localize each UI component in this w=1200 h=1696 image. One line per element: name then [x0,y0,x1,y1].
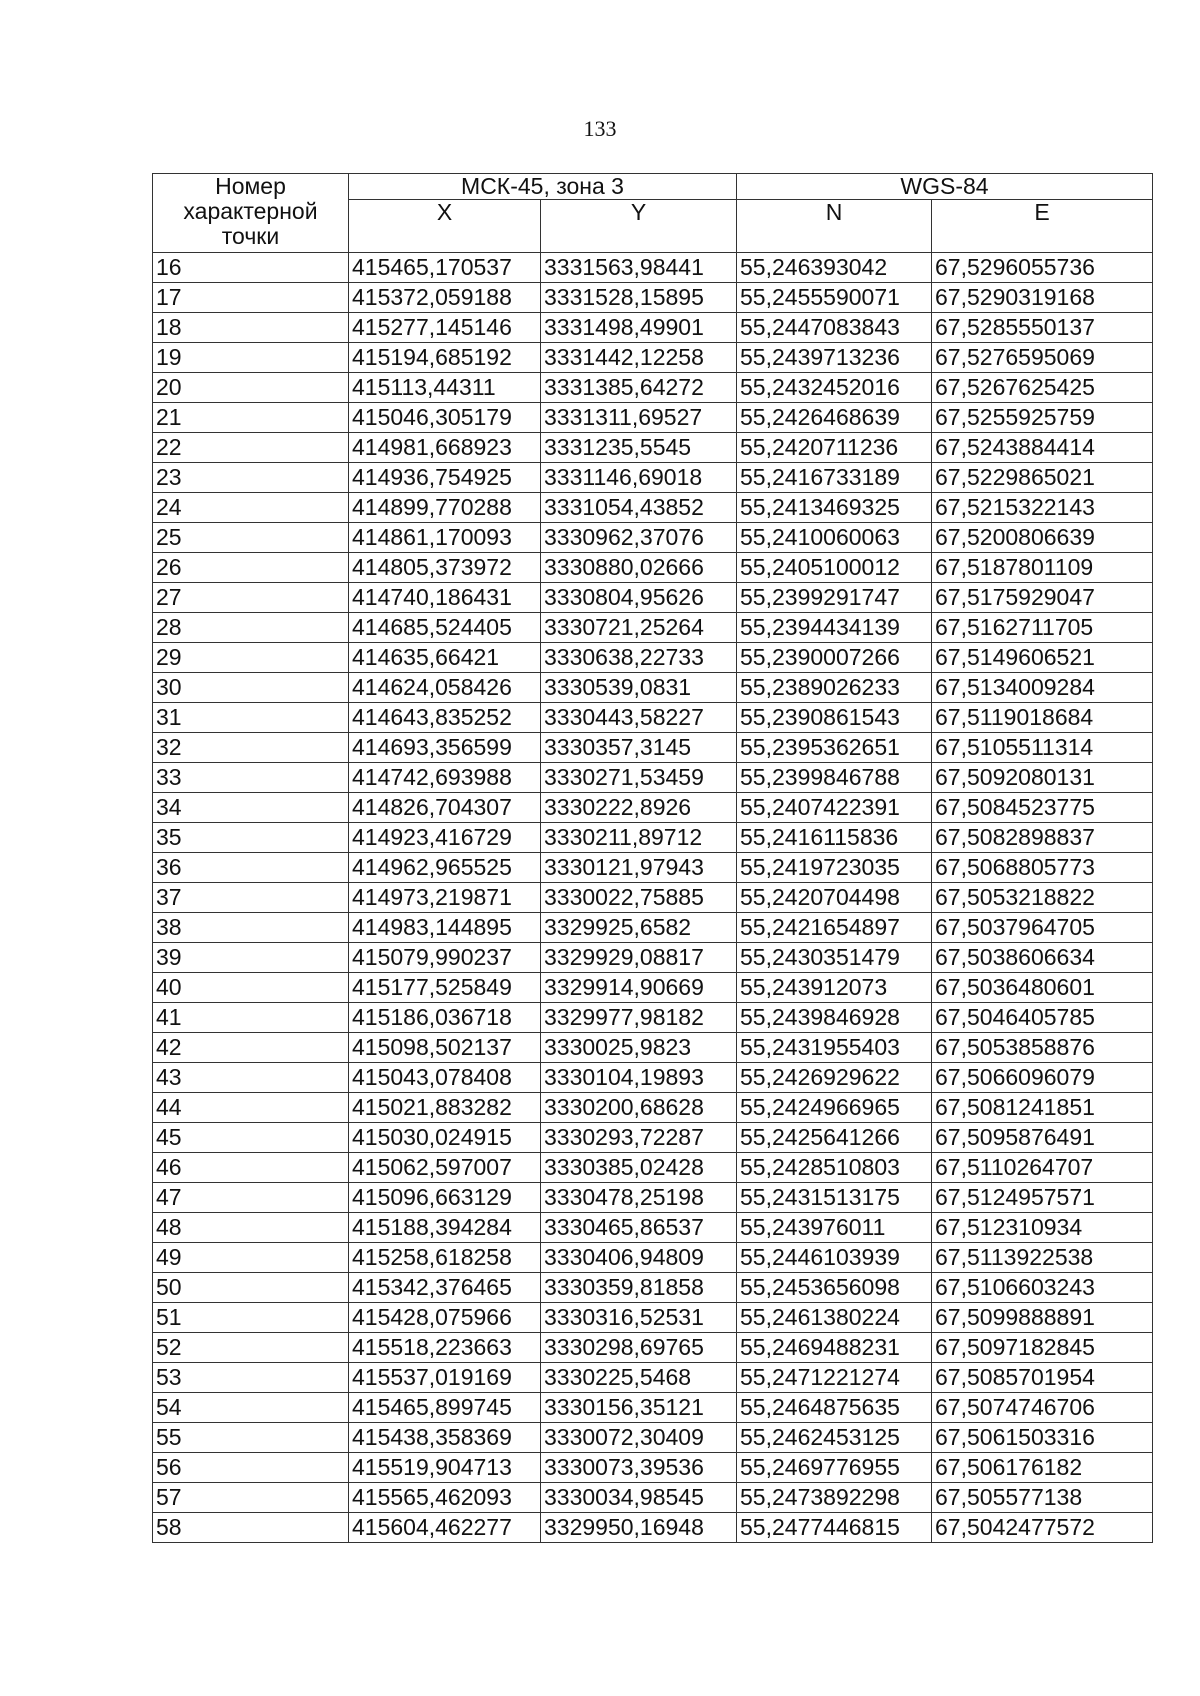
cell-e: 67,5061503316 [932,1423,1153,1453]
table-row [153,1273,1153,1303]
cell-point-number: 26 [153,553,349,583]
cell-e: 67,5053218822 [932,883,1153,913]
cell-point-number: 22 [153,433,349,463]
cell-n: 55,2431513175 [737,1183,932,1213]
cell-y: 3330316,52531 [541,1303,737,1333]
cell-point-number: 32 [153,733,349,763]
cell-y: 3330721,25264 [541,613,737,643]
cell-point-number: 50 [153,1273,349,1303]
cell-e: 67,5106603243 [932,1273,1153,1303]
cell-x: 414983,144895 [349,913,541,943]
table-row [153,793,1153,823]
cell-x: 415188,394284 [349,1213,541,1243]
cell-e: 67,505577138 [932,1483,1153,1513]
cell-point-number: 27 [153,583,349,613]
table-row [153,1003,1153,1033]
table-row [153,823,1153,853]
cell-y: 3329977,98182 [541,1003,737,1033]
cell-n: 55,2390007266 [737,643,932,673]
cell-x: 415258,618258 [349,1243,541,1273]
cell-y: 3330073,39536 [541,1453,737,1483]
cell-x: 415046,305179 [349,403,541,433]
cell-point-number: 56 [153,1453,349,1483]
header-msk-group: МСК-45, зона 3 [349,174,737,200]
cell-y: 3330034,98545 [541,1483,737,1513]
cell-e: 67,5046405785 [932,1003,1153,1033]
cell-y: 3330406,94809 [541,1243,737,1273]
table-row [153,1363,1153,1393]
cell-x: 415186,036718 [349,1003,541,1033]
cell-y: 3330539,0831 [541,673,737,703]
cell-y: 3330359,81858 [541,1273,737,1303]
table-row [153,1513,1153,1543]
cell-x: 415021,883282 [349,1093,541,1123]
table-row [153,433,1153,463]
cell-y: 3330104,19893 [541,1063,737,1093]
cell-n: 55,2464875635 [737,1393,932,1423]
cell-x: 415342,376465 [349,1273,541,1303]
cell-n: 55,2462453125 [737,1423,932,1453]
cell-x: 414805,373972 [349,553,541,583]
cell-e: 67,5296055736 [932,253,1153,283]
cell-y: 3330804,95626 [541,583,737,613]
cell-x: 414693,356599 [349,733,541,763]
cell-n: 55,2419723035 [737,853,932,883]
cell-y: 3330121,97943 [541,853,737,883]
table-row [153,343,1153,373]
cell-y: 3330385,02428 [541,1153,737,1183]
cell-y: 3330222,8926 [541,793,737,823]
coordinates-table [152,173,1153,1543]
cell-n: 55,2405100012 [737,553,932,583]
cell-e: 67,5074746706 [932,1393,1153,1423]
table-row [153,253,1153,283]
cell-y: 3330298,69765 [541,1333,737,1363]
cell-y: 3330443,58227 [541,703,737,733]
cell-point-number: 24 [153,493,349,523]
cell-n: 55,2416115836 [737,823,932,853]
cell-n: 55,2447083843 [737,313,932,343]
cell-y: 3330200,68628 [541,1093,737,1123]
cell-x: 415438,358369 [349,1423,541,1453]
cell-point-number: 57 [153,1483,349,1513]
cell-x: 415177,525849 [349,973,541,1003]
table-row [153,1393,1153,1423]
cell-n: 55,2413469325 [737,493,932,523]
cell-e: 67,5134009284 [932,673,1153,703]
cell-x: 415079,990237 [349,943,541,973]
cell-e: 67,5105511314 [932,733,1153,763]
cell-n: 55,243912073 [737,973,932,1003]
cell-point-number: 20 [153,373,349,403]
cell-point-number: 45 [153,1123,349,1153]
cell-n: 55,2389026233 [737,673,932,703]
cell-y: 3331563,98441 [541,253,737,283]
cell-n: 55,2425641266 [737,1123,932,1153]
page-number: 133 [583,116,617,141]
cell-n: 55,2473892298 [737,1483,932,1513]
cell-e: 67,5082898837 [932,823,1153,853]
cell-n: 55,2399846788 [737,763,932,793]
cell-n: 55,2471221274 [737,1363,932,1393]
cell-point-number: 18 [153,313,349,343]
cell-n: 55,2432452016 [737,373,932,403]
table-row [153,373,1153,403]
cell-point-number: 36 [153,853,349,883]
cell-y: 3330022,75885 [541,883,737,913]
cell-e: 67,5068805773 [932,853,1153,883]
cell-x: 414923,416729 [349,823,541,853]
cell-x: 415113,44311 [349,373,541,403]
cell-point-number: 25 [153,523,349,553]
cell-y: 3329925,6582 [541,913,737,943]
cell-x: 415604,462277 [349,1513,541,1543]
cell-y: 3331146,69018 [541,463,737,493]
cell-x: 414742,693988 [349,763,541,793]
cell-e: 67,5066096079 [932,1063,1153,1093]
cell-e: 67,5084523775 [932,793,1153,823]
cell-x: 414740,186431 [349,583,541,613]
cell-y: 3331054,43852 [541,493,737,523]
cell-y: 3331311,69527 [541,403,737,433]
cell-e: 67,5036480601 [932,973,1153,1003]
table-body [153,253,1153,1543]
cell-x: 415277,145146 [349,313,541,343]
table-row [153,1183,1153,1213]
header-wgs-group: WGS-84 [737,174,1153,200]
table-row [153,1423,1153,1453]
cell-n: 55,2446103939 [737,1243,932,1273]
cell-point-number: 52 [153,1333,349,1363]
cell-x: 415428,075966 [349,1303,541,1333]
cell-x: 414624,058426 [349,673,541,703]
cell-e: 67,5285550137 [932,313,1153,343]
cell-x: 415465,170537 [349,253,541,283]
table-row [153,463,1153,493]
cell-point-number: 28 [153,613,349,643]
cell-x: 415518,223663 [349,1333,541,1363]
cell-point-number: 21 [153,403,349,433]
cell-y: 3330072,30409 [541,1423,737,1453]
table-row [153,1093,1153,1123]
cell-point-number: 42 [153,1033,349,1063]
cell-n: 55,2390861543 [737,703,932,733]
cell-n: 55,2439846928 [737,1003,932,1033]
cell-y: 3330271,53459 [541,763,737,793]
cell-e: 67,5053858876 [932,1033,1153,1063]
cell-n: 55,2420711236 [737,433,932,463]
cell-e: 67,5092080131 [932,763,1153,793]
cell-e: 67,5255925759 [932,403,1153,433]
cell-e: 67,5081241851 [932,1093,1153,1123]
cell-e: 67,5175929047 [932,583,1153,613]
cell-n: 55,2407422391 [737,793,932,823]
cell-point-number: 38 [153,913,349,943]
cell-n: 55,2395362651 [737,733,932,763]
cell-n: 55,2426468639 [737,403,932,433]
cell-e: 67,5187801109 [932,553,1153,583]
table-row [153,913,1153,943]
cell-n: 55,2416733189 [737,463,932,493]
table-row [153,1153,1153,1183]
cell-y: 3331385,64272 [541,373,737,403]
cell-e: 67,5276595069 [932,343,1153,373]
cell-x: 414635,66421 [349,643,541,673]
table-row [153,733,1153,763]
cell-y: 3330962,37076 [541,523,737,553]
cell-x: 415465,899745 [349,1393,541,1423]
cell-e: 67,5124957571 [932,1183,1153,1213]
table-row [153,1483,1153,1513]
cell-e: 67,5215322143 [932,493,1153,523]
table-row [153,1123,1153,1153]
table-row [153,703,1153,733]
cell-x: 414685,524405 [349,613,541,643]
cell-e: 67,5200806639 [932,523,1153,553]
table-row [153,493,1153,523]
cell-point-number: 43 [153,1063,349,1093]
cell-x: 415062,597007 [349,1153,541,1183]
cell-y: 3330880,02666 [541,553,737,583]
cell-point-number: 29 [153,643,349,673]
cell-x: 414936,754925 [349,463,541,493]
cell-n: 55,2453656098 [737,1273,932,1303]
cell-n: 55,2424966965 [737,1093,932,1123]
cell-n: 55,2428510803 [737,1153,932,1183]
cell-e: 67,5085701954 [932,1363,1153,1393]
cell-x: 414826,704307 [349,793,541,823]
cell-e: 67,506176182 [932,1453,1153,1483]
cell-x: 415030,024915 [349,1123,541,1153]
table-row [153,613,1153,643]
cell-point-number: 48 [153,1213,349,1243]
cell-point-number: 54 [153,1393,349,1423]
cell-x: 414981,668923 [349,433,541,463]
table-header [153,174,1153,253]
cell-point-number: 17 [153,283,349,313]
cell-e: 67,5110264707 [932,1153,1153,1183]
cell-x: 415519,904713 [349,1453,541,1483]
table-row [153,673,1153,703]
table-row [153,883,1153,913]
cell-n: 55,2420704498 [737,883,932,913]
table-row [153,853,1153,883]
table-row [153,943,1153,973]
cell-point-number: 55 [153,1423,349,1453]
table-row [153,1303,1153,1333]
cell-x: 415372,059188 [349,283,541,313]
cell-x: 414643,835252 [349,703,541,733]
table-row [153,643,1153,673]
cell-n: 55,2477446815 [737,1513,932,1543]
cell-e: 67,512310934 [932,1213,1153,1243]
table-row [153,283,1153,313]
cell-point-number: 34 [153,793,349,823]
cell-point-number: 58 [153,1513,349,1543]
cell-y: 3329914,90669 [541,973,737,1003]
table-row [153,523,1153,553]
cell-x: 415194,685192 [349,343,541,373]
cell-n: 55,246393042 [737,253,932,283]
cell-point-number: 19 [153,343,349,373]
cell-n: 55,2461380224 [737,1303,932,1333]
cell-y: 3330225,5468 [541,1363,737,1393]
cell-point-number: 49 [153,1243,349,1273]
table-row [153,1453,1153,1483]
cell-point-number: 40 [153,973,349,1003]
cell-e: 67,5097182845 [932,1333,1153,1363]
cell-y: 3331528,15895 [541,283,737,313]
cell-e: 67,5243884414 [932,433,1153,463]
cell-y: 3329950,16948 [541,1513,737,1543]
cell-point-number: 30 [153,673,349,703]
cell-n: 55,2469776955 [737,1453,932,1483]
cell-y: 3330211,89712 [541,823,737,853]
header-n: N [737,200,932,253]
cell-n: 55,2455590071 [737,283,932,313]
cell-y: 3330638,22733 [541,643,737,673]
cell-n: 55,2399291747 [737,583,932,613]
cell-point-number: 37 [153,883,349,913]
header-e: E [932,200,1153,253]
header-row-groups [153,174,1153,200]
cell-x: 415096,663129 [349,1183,541,1213]
cell-e: 67,5290319168 [932,283,1153,313]
cell-y: 3330357,3145 [541,733,737,763]
cell-e: 67,5095876491 [932,1123,1153,1153]
cell-y: 3331235,5545 [541,433,737,463]
cell-e: 67,5037964705 [932,913,1153,943]
cell-e: 67,5099888891 [932,1303,1153,1333]
cell-e: 67,5162711705 [932,613,1153,643]
cell-x: 414899,770288 [349,493,541,523]
cell-n: 55,2431955403 [737,1033,932,1063]
cell-point-number: 53 [153,1363,349,1393]
cell-point-number: 31 [153,703,349,733]
cell-n: 55,243976011 [737,1213,932,1243]
cell-x: 415098,502137 [349,1033,541,1063]
cell-point-number: 23 [153,463,349,493]
cell-e: 67,5038606634 [932,943,1153,973]
cell-e: 67,5113922538 [932,1243,1153,1273]
cell-e: 67,5149606521 [932,643,1153,673]
cell-e: 67,5119018684 [932,703,1153,733]
table-row [153,1333,1153,1363]
table-row [153,763,1153,793]
cell-x: 415043,078408 [349,1063,541,1093]
cell-n: 55,2394434139 [737,613,932,643]
cell-x: 415565,462093 [349,1483,541,1513]
cell-y: 3330156,35121 [541,1393,737,1423]
cell-point-number: 46 [153,1153,349,1183]
cell-y: 3330465,86537 [541,1213,737,1243]
cell-x: 414962,965525 [349,853,541,883]
cell-n: 55,2426929622 [737,1063,932,1093]
cell-n: 55,2410060063 [737,523,932,553]
cell-y: 3329929,08817 [541,943,737,973]
cell-n: 55,2421654897 [737,913,932,943]
cell-y: 3330478,25198 [541,1183,737,1213]
table-row [153,583,1153,613]
table-row [153,973,1153,1003]
cell-point-number: 33 [153,763,349,793]
cell-y: 3331442,12258 [541,343,737,373]
cell-n: 55,2439713236 [737,343,932,373]
cell-point-number: 51 [153,1303,349,1333]
cell-x: 415537,019169 [349,1363,541,1393]
table-row [153,403,1153,433]
cell-y: 3330025,9823 [541,1033,737,1063]
table-row [153,1213,1153,1243]
header-x: X [349,200,541,253]
cell-y: 3331498,49901 [541,313,737,343]
cell-e: 67,5229865021 [932,463,1153,493]
cell-point-number: 16 [153,253,349,283]
header-point-number: Номер характерной точки [153,174,349,253]
cell-y: 3330293,72287 [541,1123,737,1153]
table-row [153,1243,1153,1273]
table-row [153,313,1153,343]
table-row [153,1063,1153,1093]
table-row [153,553,1153,583]
cell-point-number: 35 [153,823,349,853]
cell-point-number: 41 [153,1003,349,1033]
cell-n: 55,2469488231 [737,1333,932,1363]
cell-point-number: 47 [153,1183,349,1213]
cell-point-number: 39 [153,943,349,973]
cell-e: 67,5267625425 [932,373,1153,403]
header-y: Y [541,200,737,253]
cell-x: 414861,170093 [349,523,541,553]
cell-x: 414973,219871 [349,883,541,913]
cell-point-number: 44 [153,1093,349,1123]
cell-n: 55,2430351479 [737,943,932,973]
table-row [153,1033,1153,1063]
cell-e: 67,5042477572 [932,1513,1153,1543]
